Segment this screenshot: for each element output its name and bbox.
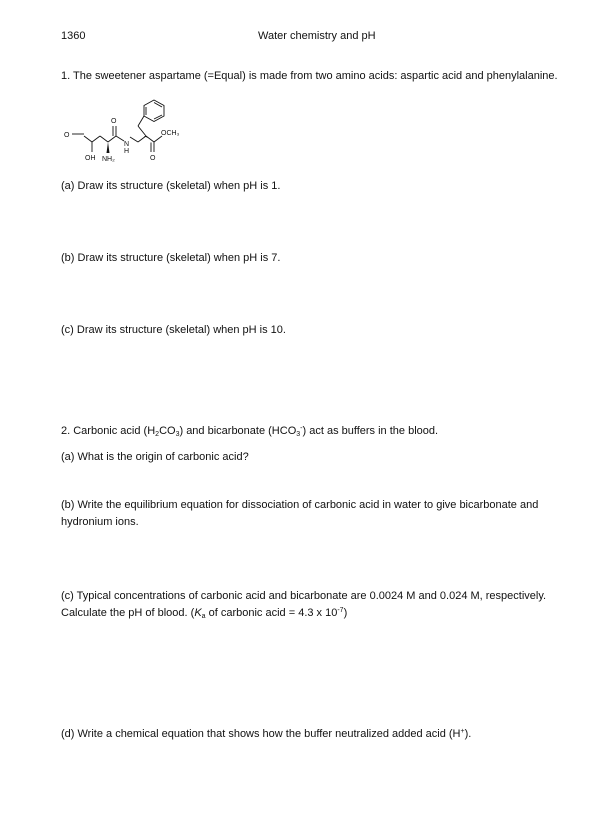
label-och3: OCH₃ xyxy=(161,130,180,137)
question-2-intro: 2. Carbonic acid $(H_2CO_3)$ and bicarbonate $(HCO_3^-)$ act as buffers in the blood. xyxy=(61,425,439,438)
label-o-top: O xyxy=(111,118,117,125)
label-oh: OH xyxy=(85,155,96,162)
question-2d: (d) Write a chemical equation that shows how the buffer neutralized added acid (H+). xyxy=(61,728,472,740)
question-2b-line2: hydronium ions. xyxy=(61,516,139,528)
question-2c-line2: Calculate the pH of blood. ($K_a$ of carbonic acid = 4.3 x $10^{-7}$) xyxy=(61,607,348,620)
question-2a: (a) What is the origin of carbonic acid? xyxy=(61,451,249,463)
question-1b: (b) Draw its structure (skeletal) when pH is 7. xyxy=(61,252,281,264)
phenyl-ring xyxy=(144,100,164,122)
label-n: N xyxy=(124,141,130,148)
label-nh2: NH₂ xyxy=(102,156,115,163)
question-1c: (c) Draw its structure (skeletal) when pH is 10. xyxy=(61,324,286,336)
question-1-intro: 1. The sweetener aspartame (=Equal) is made from two amino acids: aspartic acid and phenylalanine. xyxy=(61,70,558,82)
question-1a: (a) Draw its structure (skeletal) when pH is 1. xyxy=(61,180,281,192)
label-o-left: O xyxy=(64,132,70,139)
question-2c-line1: (c) Typical concentrations of carbonic acid and bicarbonate are 0.0024 M and 0.024 M, respectively. xyxy=(61,590,547,602)
page-title: Water chemistry and pH xyxy=(258,30,376,42)
label-o-bottom: O xyxy=(150,155,156,162)
wedge-bond-nh2 xyxy=(107,142,110,153)
question-2b-line1: (b) Write the equilibrium equation for dissociation of carbonic acid in water to give bicarbonate and xyxy=(61,499,539,511)
label-h: H xyxy=(124,148,130,155)
page-number: 1360 xyxy=(61,30,86,42)
aspartame-structure xyxy=(58,90,188,170)
